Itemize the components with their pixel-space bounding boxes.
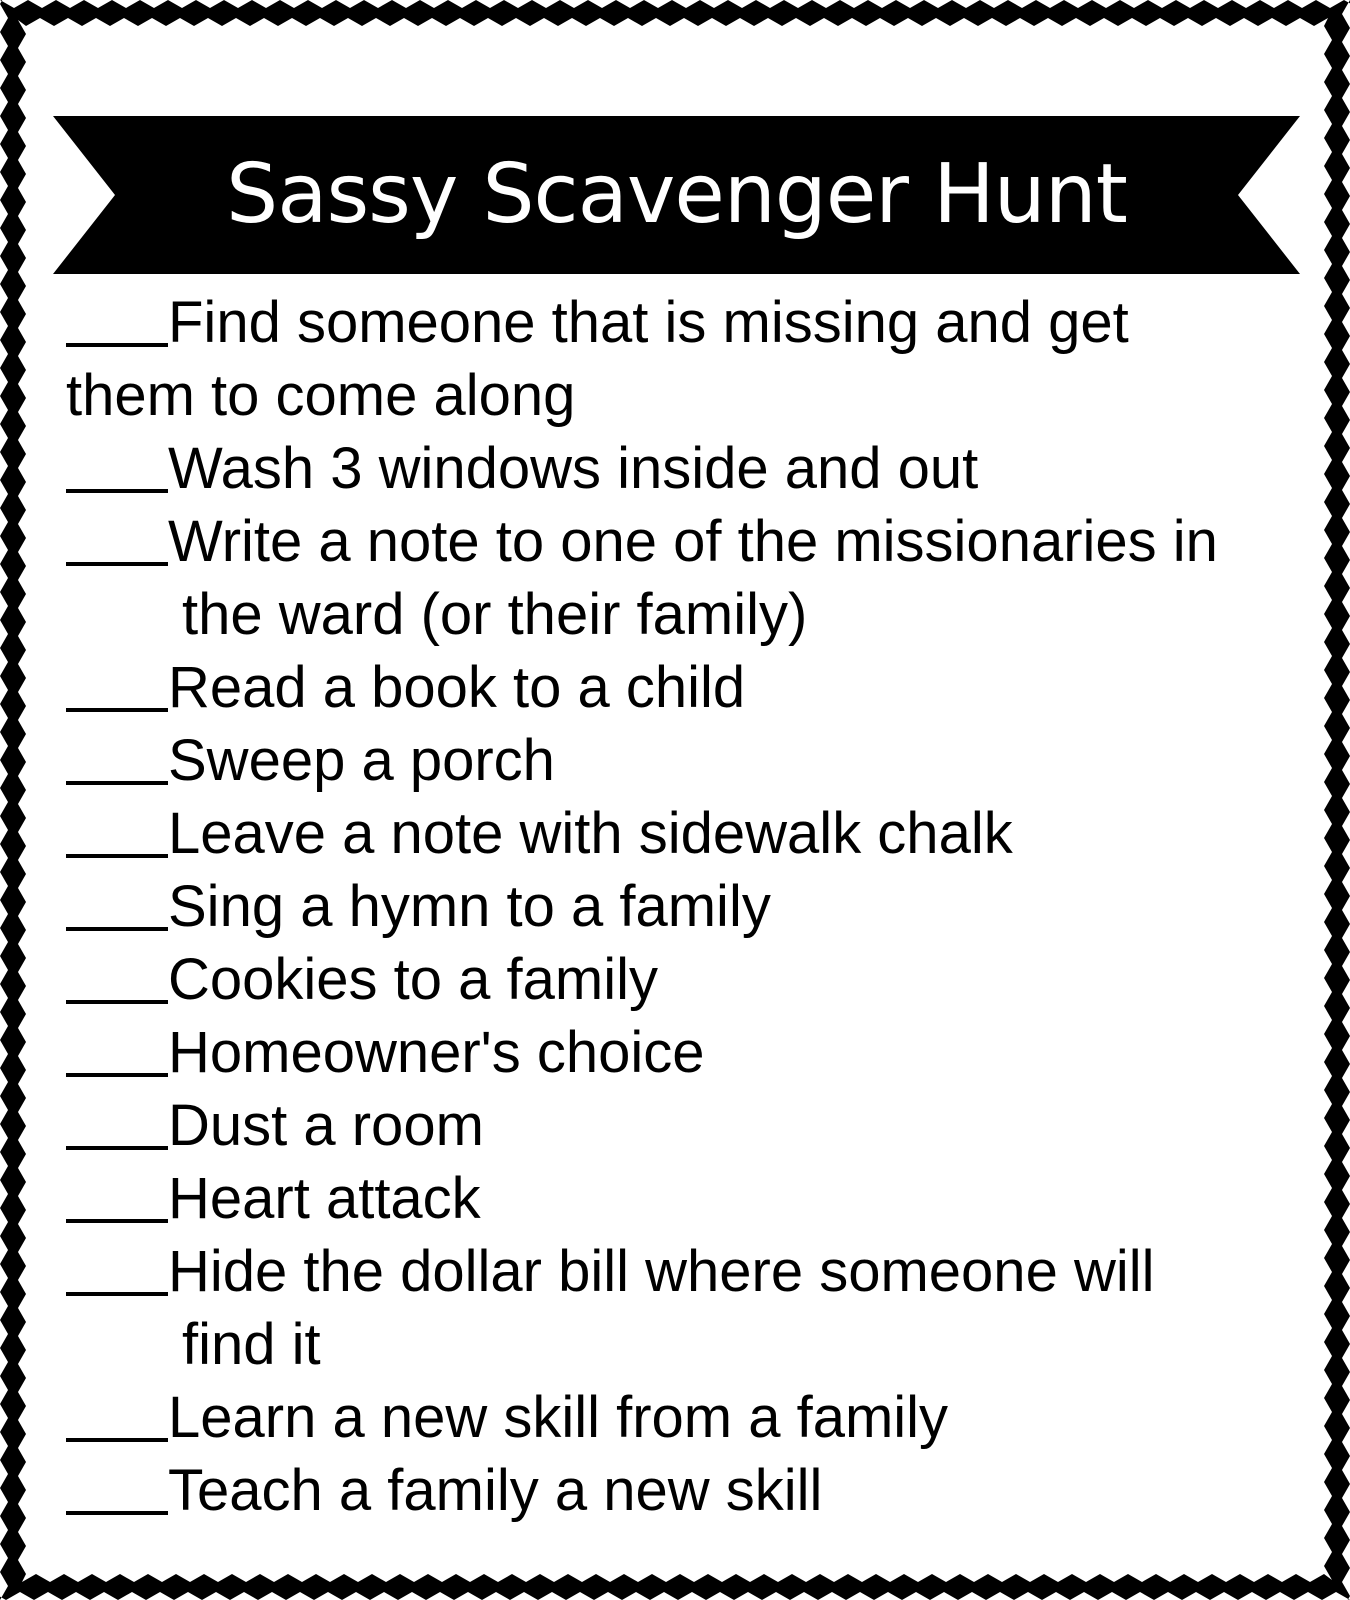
- checklist-item-continuation: find it: [182, 1312, 321, 1377]
- checklist-item: [66, 1016, 1298, 1089]
- checklist-item-text: Write a note to one of the missionaries in: [168, 509, 1218, 574]
- checklist-item-text: Learn a new skill from a family: [168, 1385, 949, 1450]
- checklist-item-text: Sweep a porch: [168, 728, 555, 793]
- checklist-item-text: Leave a note with sidewalk chalk: [168, 801, 1013, 866]
- checklist-item-text: Teach a family a new skill: [168, 1458, 823, 1523]
- checklist-item-text: Cookies to a family: [168, 947, 658, 1012]
- checklist-item-continuation: the ward (or their family): [182, 582, 808, 647]
- checkbox-blank-line[interactable]: [66, 1235, 168, 1308]
- checklist-item: [66, 797, 1298, 870]
- checklist-item: [66, 1381, 1298, 1454]
- checkbox-blank-line[interactable]: [66, 724, 168, 797]
- checkbox-blank-line[interactable]: [66, 943, 168, 1016]
- checklist-item-text: Wash 3 windows inside and out: [168, 436, 979, 501]
- checkbox-blank-line[interactable]: [66, 1089, 168, 1162]
- checkbox-blank-line[interactable]: [66, 1016, 168, 1089]
- checklist-item: [66, 870, 1298, 943]
- checklist-item: [66, 1235, 1298, 1381]
- checkbox-blank-line[interactable]: [66, 286, 168, 359]
- checkbox-blank-line[interactable]: [66, 432, 168, 505]
- checklist-item-text: Read a book to a child: [168, 655, 746, 720]
- checklist-item: [66, 1089, 1298, 1162]
- checkbox-blank-line[interactable]: [66, 505, 168, 578]
- checklist-item-text: Find someone that is missing and get: [168, 290, 1129, 355]
- checklist-item: [66, 943, 1298, 1016]
- checkbox-blank-line[interactable]: [66, 1454, 168, 1527]
- checkbox-blank-line[interactable]: [66, 797, 168, 870]
- checklist-item: [66, 651, 1298, 724]
- checklist-item: [66, 505, 1298, 651]
- checklist-item: [66, 286, 1298, 432]
- checklist-item-text: Heart attack: [168, 1166, 481, 1231]
- checklist-item-text: Hide the dollar bill where someone will: [168, 1239, 1155, 1304]
- checkbox-blank-line[interactable]: [66, 1162, 168, 1235]
- checklist: [66, 286, 1298, 1527]
- checkbox-blank-line[interactable]: [66, 870, 168, 943]
- checkbox-blank-line[interactable]: [66, 1381, 168, 1454]
- page-title: Sassy Scavenger Hunt: [226, 147, 1127, 242]
- checklist-item: [66, 724, 1298, 797]
- checklist-item-text: Homeowner's choice: [168, 1020, 705, 1085]
- checklist-item-text: Sing a hymn to a family: [168, 874, 771, 939]
- checklist-item-text: Dust a room: [168, 1093, 484, 1158]
- checklist-item: [66, 1162, 1298, 1235]
- checklist-item-continuation: them to come along: [66, 363, 576, 428]
- checklist-item: [66, 432, 1298, 505]
- checklist-item: [66, 1454, 1298, 1527]
- checkbox-blank-line[interactable]: [66, 651, 168, 724]
